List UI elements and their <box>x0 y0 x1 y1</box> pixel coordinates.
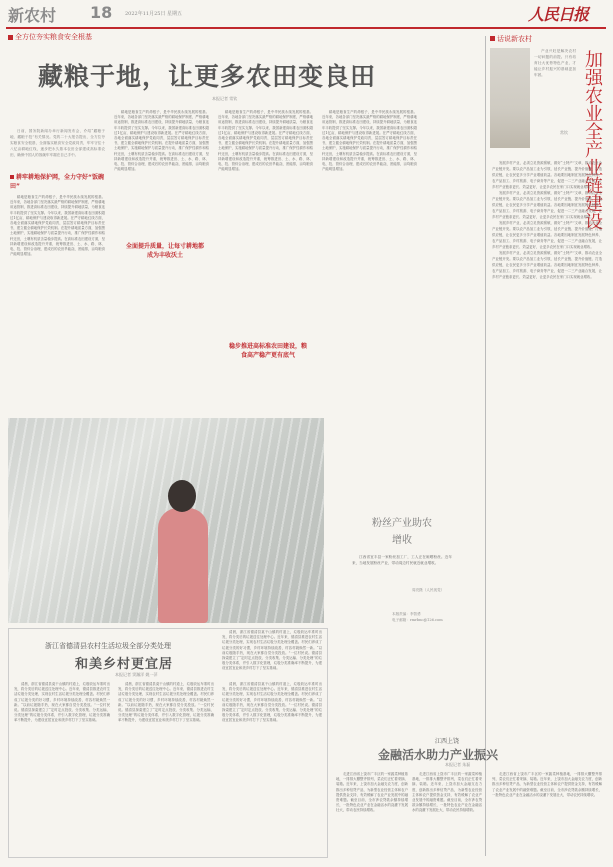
article2-body-col-1: 清晨，浙江省德清县莫干山镇的村道上，垃圾收运车准时出发，将分类后的垃圾送往处理中心。近年来，德清县推进农村生活垃圾分类处理，实现农村生活垃圾分类处理全覆盖。村民们养成了垃圾分类的好习惯，乡村环境持续改善，村容村貌焕然一新。“以前垃圾随手扔，现在大家都自觉分类投放。”一位村民说。德清县探索建立了“定时定点投放、分类收集、分类运输、分类处理”的垃圾分类体系，并引入数字化管理，垃圾分类准确率不断提升，为建设宜居宜业和美乡村打下了坚实基础。 <box>14 682 110 723</box>
sidebar-byline: 常钦 <box>560 130 568 135</box>
section-name: 新农村 <box>8 6 57 25</box>
article3-headline: 金融活水助力产业振兴 <box>378 748 499 762</box>
news-photo <box>8 418 324 623</box>
sidebar-illustration <box>490 48 530 148</box>
photo-headline: 粉丝产业助农增收 <box>372 518 432 546</box>
subhead-square-icon <box>10 175 14 179</box>
sidebar-label: 话说新农村 <box>490 34 532 44</box>
sidebar-body: 发展乡村产业，必须立足资源禀赋，做好“土特产”文章，推动农业全产业链开发。要以农产品加工业为引领，延长产业链、提升价值链、打造供应链，让农民更多分享产业增值收益。各地要因地制宜发展特色种养、农产品加工、乡村旅游、电子商务等产业，促进一二三产业融合发展，让乡村产业链条更长、效益更好，让更多农民在家门口实现就业增收。 发展乡村产业，必须立足资源禀赋，做好“土特产”文章，推动农业全产业链开发。要以农产品加工业为引领，延长产业链、提升价值链、打造供应链，让农民更多分享产业增值收益。各地要因地制宜发展特色种养、农产品加工、乡村旅游、电子商务等产业，促进一二三产业融合发展，让乡村产业链条更长、效益更好，让更多农民在家门口实现就业增收。 发展乡村产业，必须立足资源禀赋，做好“土特产”文章，推动农业全产业链开发。要以农产品加工业为引领，延长产业链、提升价值链、打造供应链，让农民更多分享产业增值收益。各地要因地制宜发展特色种养、农产品加工、乡村旅游、电子商务等产业，促进一二三产业融合发展，让乡村产业链条更长、效益更好，让更多农民在家门口实现就业增收。 发展乡村产业，必须立足资源禀赋，做好“土特产”文章，推动农业全产业链开发。要以农产品加工业为引领，延长产业链、提升价值链、打造供应链，让农民更多分享产业增值收益。各地要因地制宜发展特色种养、农产品加工、乡村旅游、电子商务等产业，促进一二三产业融合发展，让乡村产业链条更长、效益更好，让更多农民在家门口实现就业增收。 <box>492 161 602 279</box>
newspaper-logo: 人民日报 <box>528 5 589 24</box>
lead-body-col-1: 耕地是粮食生产的命根子，是中华民族永续发展的根基。近年来，各地各部门坚决落实最严格的耕地保护制度，严格耕地用途管制，推进高标准农田建设，持续提升耕地质量，为粮食连年丰收提供了坚实支撑。今年以来，我国新建高标准农田面积超过1亿亩，耕地保护与建设取得新进展。在严守耕地红线方面，各地全面落实耕地保护党政同责，层层签订耕地保护目标责任书，建立健全耕地保护长效机制。在提升耕地质量方面，加强黑土地保护，实施耕地保护与质量提升行动，推广保护性耕作和秸秆还田，土壤有机质含量稳步提高。在高标准农田建设方面，坚持新增建设和改造提升并重，统筹推进田、土、水、路、林、电、技、管综合治理，建成后的农田旱能浇、涝能排，亩均粮食产能明显增加。 <box>10 195 105 257</box>
sidebar-square-icon <box>490 36 495 41</box>
kicker-square-icon <box>8 35 13 40</box>
photo-worker-head <box>168 480 196 512</box>
lead-body-col-2: 耕地是粮食生产的命根子，是中华民族永续发展的根基。近年来，各地各部门坚决落实最严格的耕地保护制度，严格耕地用途管制，推进高标准农田建设，持续提升耕地质量，为粮食连年丰收提供了坚实支撑。今年以来，我国新建高标准农田面积超过1亿亩，耕地保护与建设取得新进展。在严守耕地红线方面，各地全面落实耕地保护党政同责，层层签订耕地保护目标责任书，建立健全耕地保护长效机制。在提升耕地质量方面，加强黑土地保护，实施耕地保护与质量提升行动，推广保护性耕作和秸秆还田，土壤有机质含量稳步提高。在高标准农田建设方面，坚持新增建设和改造提升并重，统筹推进田、土、水、路、林、电、技、管综合治理，建成后的农田旱能浇、涝能排，亩均粮食产能明显增加。 <box>114 110 209 172</box>
article2-body-col-4: 清晨，浙江省德清县莫干山镇的村道上，垃圾收运车准时出发，将分类后的垃圾送往处理中心。近年来，德清县推进农村生活垃圾分类处理，实现农村生活垃圾分类处理全覆盖。村民们养成了垃圾分类的好习惯，乡村环境持续改善，村容村貌焕然一新。“以前垃圾随手扔，现在大家都自觉分类投放。”一位村民说。德清县探索建立了“定时定点投放、分类收集、分类运输、分类处理”的垃圾分类体系，并引入数字化管理，垃圾分类准确率不断提升，为建设宜居宜业和美乡村打下了坚实基础。 <box>222 630 322 671</box>
lead-headline: 藏粮于地，让更多农田变良田 <box>38 62 377 91</box>
masthead-rule <box>6 27 606 29</box>
article3-byline: 本报记者 朱磊 <box>445 762 471 767</box>
lead-subhead-1: 耕牢耕地保护网，全力守好“饭碗田” <box>10 174 104 190</box>
article2-byline: 本报记者 窦瀚洋 姚一萍 <box>115 672 158 677</box>
lead-intro: 日前，国务院新闻办举行新闻发布会，介绍“藏粮于地、藏粮于技”有关情况。党的二十大报告提出，全方位夯实粮食安全根基，全面落实粮食安全党政同责，牢牢守住十八亿亩耕地红线，逐步把永久基本农田全部建成高标准农田，确保中国人的饭碗牢牢端在自己手中。 <box>10 129 105 157</box>
article3-kicker: 江西上饶 <box>435 738 460 745</box>
article3-body-col-2: 走进江西省上饶市广丰区的一家蔬菜种植基地，一排排大棚整齐排列，菜农们正忙着采摘、装箱。近年来，上饶市加大金融支农力度，创新推出多种信贷产品，为新型农业经营主体和农户提供资金支持，有效缓解了农业产业发展中的融资难题。截至目前，全市涉农贷款余额持续增长，一批特色农业产业在金融活水的浇灌下发展壮大，带动农民持续增收。 <box>412 772 482 813</box>
editor-email: 电子邮箱：rmrbnc@126.com <box>392 618 443 622</box>
article2-headline: 和美乡村更宜居 <box>75 657 174 672</box>
lead-kicker: 全方位夯实粮食安全根基 <box>8 32 92 42</box>
article3-body-col-1: 走进江西省上饶市广丰区的一家蔬菜种植基地，一排排大棚整齐排列，菜农们正忙着采摘、装箱。近年来，上饶市加大金融支农力度，创新推出多种信贷产品，为新型农业经营主体和农户提供资金支持，有效缓解了农业产业发展中的融资难题。截至目前，全市涉农贷款余额持续增长，一批特色农业产业在金融活水的浇灌下发展壮大，带动农民持续增收。 <box>336 772 408 813</box>
lead-body-col-4: 耕地是粮食生产的命根子，是中华民族永续发展的根基。近年来，各地各部门坚决落实最严格的耕地保护制度，严格耕地用途管制，推进高标准农田建设，持续提升耕地质量，为粮食连年丰收提供了坚实支撑。今年以来，我国新建高标准农田面积超过1亿亩，耕地保护与建设取得新进展。在严守耕地红线方面，各地全面落实耕地保护党政同责，层层签订耕地保护目标责任书，建立健全耕地保护长效机制。在提升耕地质量方面，加强黑土地保护，实施耕地保护与质量提升行动，推广保护性耕作和秸秆还田，土壤有机质含量稳步提高。在高标准农田建设方面，坚持新增建设和改造提升并重，统筹推进田、土、水、路、林、电、技、管综合治理，建成后的农田旱能浇、涝能排，亩均粮食产能明显增加。 <box>322 110 417 172</box>
lead-body-col-3: 耕地是粮食生产的命根子，是中华民族永续发展的根基。近年来，各地各部门坚决落实最严格的耕地保护制度，严格耕地用途管制，推进高标准农田建设，持续提升耕地质量，为粮食连年丰收提供了坚实支撑。今年以来，我国新建高标准农田面积超过1亿亩，耕地保护与建设取得新进展。在严守耕地红线方面，各地全面落实耕地保护党政同责，层层签订耕地保护目标责任书，建立健全耕地保护长效机制。在提升耕地质量方面，加强黑土地保护，实施耕地保护与质量提升行动，推广保护性耕作和秸秆还田，土壤有机质含量稳步提高。在高标准农田建设方面，坚持新增建设和改造提升并重，统筹推进田、土、水、路、林、电、技、管综合治理，建成后的农田旱能浇、涝能排，亩均粮食产能明显增加。 <box>218 110 313 172</box>
sidebar-intro: 产业兴旺是解决农村一切问题的前提。只有培育壮大优势特色产业，才能让乡村振兴的基础更加牢固。 <box>534 49 576 77</box>
page-number: 18 <box>90 3 113 22</box>
photo-worker <box>158 508 208 623</box>
lead-subhead-3: 稳步推进高标准农田建设，粮食高产稳产更有底气 <box>228 343 307 359</box>
sidebar-headline: 加强农业全产业链建设 <box>582 50 603 230</box>
masthead <box>0 0 613 30</box>
page-editor: 本版责编：李智勇 <box>392 612 421 616</box>
article2-kicker: 浙江省德清县农村生活垃圾全部分类处理 <box>45 642 171 650</box>
article2-body-col-3: 清晨，浙江省德清县莫干山镇的村道上，垃圾收运车准时出发，将分类后的垃圾送往处理中心。近年来，德清县推进农村生活垃圾分类处理，实现农村生活垃圾分类处理全覆盖。村民们养成了垃圾分类的好习惯，乡村环境持续改善，村容村貌焕然一新。“以前垃圾随手扔，现在大家都自觉分类投放。”一位村民说。德清县探索建立了“定时定点投放、分类收集、分类运输、分类处理”的垃圾分类体系，并引入数字化管理，垃圾分类准确率不断提升，为建设宜居宜业和美乡村打下了坚实基础。 <box>222 682 322 723</box>
lead-subhead-2: 全面提升质量，让每寸耕地都成为丰收沃土 <box>125 243 204 259</box>
article3-body-col-3: 走进江西省上饶市广丰区的一家蔬菜种植基地，一排排大棚整齐排列，菜农们正忙着采摘、装箱。近年来，上饶市加大金融支农力度，创新推出多种信贷产品，为新型农业经营主体和农户提供资金支持，有效缓解了农业产业发展中的融资难题。截至目前，全市涉农贷款余额持续增长，一批特色农业产业在金融活水的浇灌下发展壮大，带动农民持续增收。 <box>492 772 602 797</box>
issue-date: 2022年11月25日 星期五 <box>125 11 183 17</box>
photo-credit: 周亮摄（人民视觉） <box>412 588 445 592</box>
lead-byline: 本报记者 常钦 <box>212 96 238 101</box>
article2-body-col-2: 清晨，浙江省德清县莫干山镇的村道上，垃圾收运车准时出发，将分类后的垃圾送往处理中心。近年来，德清县推进农村生活垃圾分类处理，实现农村生活垃圾分类处理全覆盖。村民们养成了垃圾分类的好习惯，乡村环境持续改善，村容村貌焕然一新。“以前垃圾随手扔，现在大家都自觉分类投放。”一位村民说。德清县探索建立了“定时定点投放、分类收集、分类运输、分类处理”的垃圾分类体系，并引入数字化管理，垃圾分类准确率不断提升，为建设宜居宜业和美乡村打下了坚实基础。 <box>118 682 214 723</box>
sidebar-divider <box>485 36 486 856</box>
photo-caption: 江西省宜丰县一家粉丝加工厂，工人正在晾晒粉丝。近年来，当地发展粉丝产业，带动周边村民就近就业增收。 <box>352 555 452 565</box>
